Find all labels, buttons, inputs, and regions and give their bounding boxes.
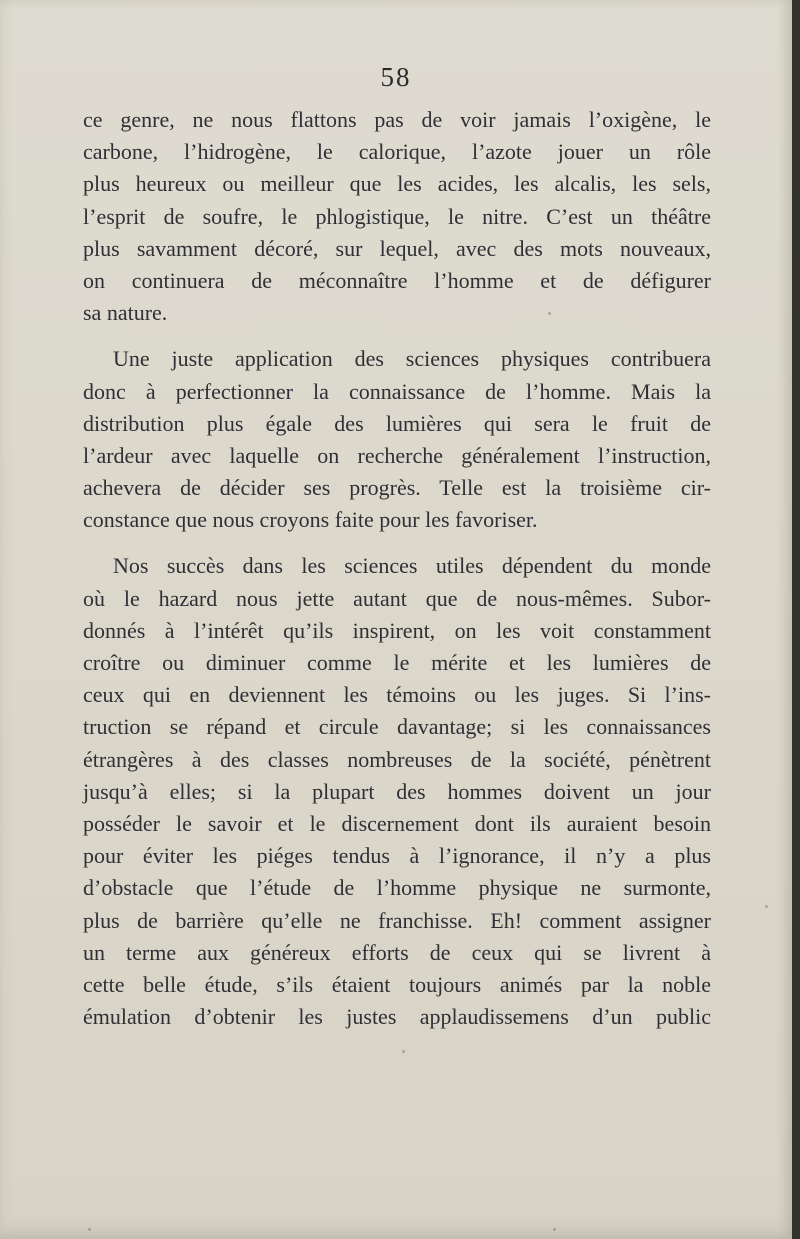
text-line: Nos succès dans les sciences utiles dépendent du monde (113, 553, 711, 579)
paper-speck (88, 1228, 91, 1231)
text-line: distribution plus égale des lumières qui sera le fruit de (83, 410, 711, 436)
text-line: carbone, l’hidrogène, le calorique, l’azote jouer un rôle (83, 139, 711, 165)
text-line: truction se répand et circule davantage; si les connaissances (83, 714, 711, 740)
paragraph-2 (83, 343, 711, 536)
text-line: achevera de décider ses progrès. Telle est la troisième cir- (83, 475, 711, 501)
text-line: croître ou diminuer comme le mérite et les lumières de (83, 650, 711, 675)
paper-speck (402, 1050, 405, 1053)
text-line: l’ardeur avec laquelle on recherche généralement l’instruction, (83, 442, 711, 468)
text-line: ce genre, ne nous flattons pas de voir jamais l’oxigène, le (83, 107, 711, 132)
text-line: Une juste application des sciences physiques contribuera (113, 346, 711, 372)
text-line: jusqu’à elles; si la plupart des hommes doivent un jour (83, 778, 711, 804)
text-line: plus de barrière qu’elle ne franchisse. Eh! comment assigner (83, 907, 711, 933)
text-line: l’esprit de soufre, le phlogistique, le nitre. C’est un théâtre (83, 203, 711, 229)
body-text (83, 104, 711, 1033)
page-number: 58 (380, 62, 412, 92)
text-line: ceux qui en deviennent les témoins ou les juges. Si l’ins- (83, 682, 711, 708)
text-line: donc à perfectionner la connaissance de l’homme. Mais la (83, 378, 711, 404)
text-line: d’obstacle que l’étude de l’homme physique ne surmonte, (83, 875, 711, 901)
paragraph-1 (83, 104, 711, 329)
text-line: cette belle étude, s’ils étaient toujours animés par la noble (83, 971, 711, 997)
paragraph-3 (83, 550, 711, 1033)
paper-speck (548, 312, 551, 315)
text-line: émulation d’obtenir les justes applaudissemens d’un public (83, 1004, 711, 1030)
paper-speck (765, 905, 768, 908)
text-line: constance que nous croyons faite pour les favoriser. (83, 507, 538, 533)
text-line: où le hazard nous jette autant que de nous-mêmes. Subor- (83, 585, 711, 611)
text-line: étrangères à des classes nombreuses de la société, pénètrent (83, 746, 711, 772)
page-edge (792, 0, 800, 1239)
paper-speck (553, 1228, 556, 1231)
text-line: pour éviter les piéges tendus à l’ignorance, il n’y a plus (83, 843, 711, 869)
text-line: sa nature. (83, 300, 168, 326)
text-line: plus savamment décoré, sur lequel, avec des mots nouveaux, (83, 235, 711, 261)
text-line: on continuera de méconnaître l’homme et de défigurer (83, 267, 711, 293)
text-line: un terme aux généreux efforts de ceux qui se livrent à (83, 939, 711, 965)
text-line: plus heureux ou meilleur que les acides, les alcalis, les sels, (83, 171, 711, 197)
text-line: posséder le savoir et le discernement dont ils auraient besoin (83, 810, 711, 836)
text-line: donnés à l’intérêt qu’ils inspirent, on les voit constamment (83, 617, 711, 643)
